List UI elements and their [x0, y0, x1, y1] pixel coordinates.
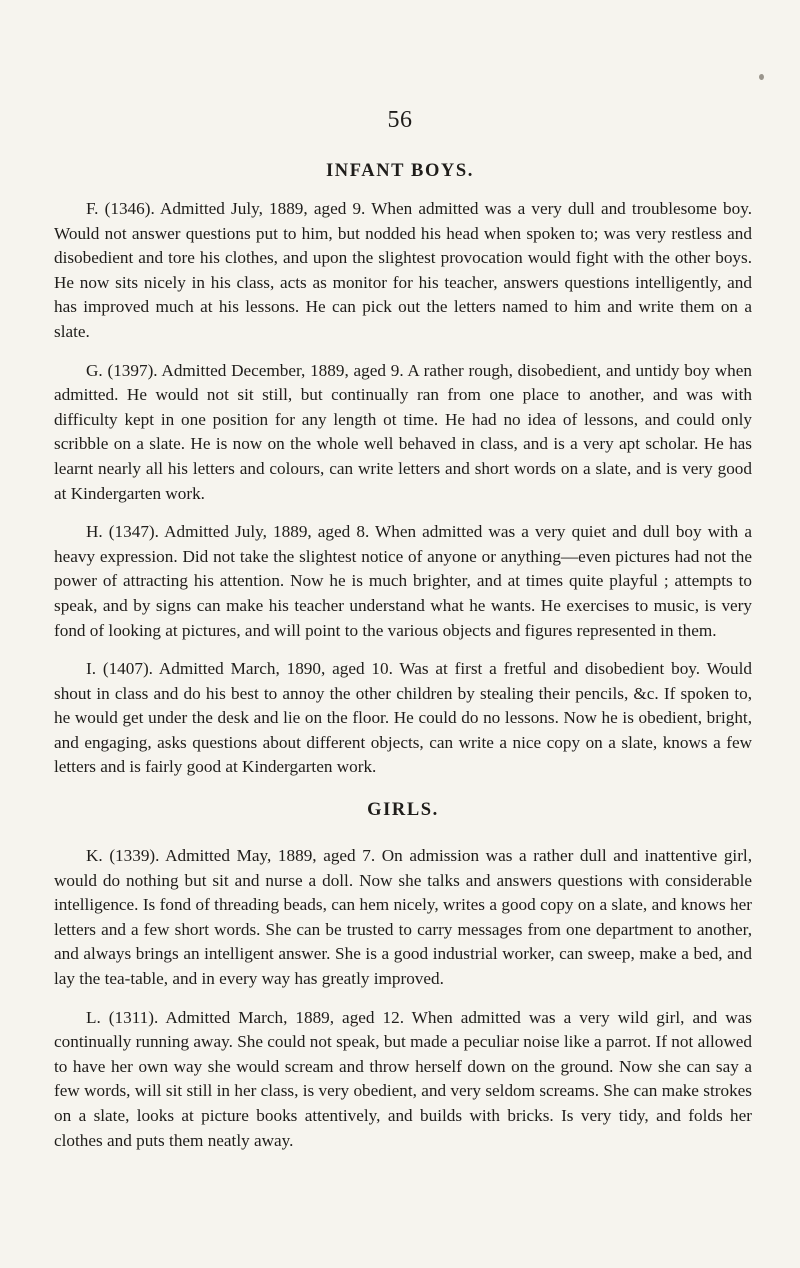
page-number: 56	[387, 107, 413, 133]
case-paragraph-g: G. (1397). Admitted December, 1889, aged 9. A rather rough, disobedient, and untidy boy when admitted. He would not sit still, but continually ran from one place to another, and was with difficulty kept in one position for any length ot time. He had no idea of lessons, and could only scribble on a slate. He is now on the whole well behaved in class, and is a very apt scholar. He has learnt nearly all his letters and colours, can write letters and short words on a slate, and is very good at Kindergarten work.	[54, 360, 752, 503]
page-body	[54, 197, 752, 1167]
section-heading-girls: GIRLS.	[367, 800, 439, 821]
ink-speck	[759, 74, 764, 80]
case-paragraph-i: I. (1407). Admitted March, 1890, aged 10. Was at first a fretful and disobedient boy. Would shout in class and do his best to annoy the other children by stealing their pencils, &c. If spoken to, he would get under the desk and lie on the floor. He could do no lessons. Now he is obedient, bright, and engaging, asks questions about different objects, can write a nice copy on a slate, knows a few letters and is fairly good at Kindergarten work.	[54, 659, 752, 777]
case-paragraph-l: L. (1311). Admitted March, 1889, aged 12. When admitted was a very wild girl, and was continually running away. She could not speak, but made a peculiar noise like a parrot. If not allowed to have her own way she would scream and throw herself down on the ground. Now she can say a few words, will sit still in her class, is very obedient, and very seldom screams. She can make strokes on a slate, looks at picture books attentively, and builds with bricks. Is very tidy, and folds her clothes and puts them neatly away.	[54, 1007, 752, 1150]
case-paragraph-k: K. (1339). Admitted May, 1889, aged 7. On admission was a rather dull and inattentive girl, would do nothing but sit and nurse a doll. Now she talks and answers questions with considerable intelligence. Is fond of threading beads, can hem nicely, writes a good copy on a slate, and knows her letters and a few short words. She can be trusted to carry messages from one department to another, and always brings an intelligent answer. She is a good industrial worker, can sweep, make a bed, and lay the tea-table, and in every way has greatly improved.	[54, 846, 752, 989]
case-paragraph-h: H. (1347). Admitted July, 1889, aged 8. When admitted was a very quiet and dull boy with a heavy expression. Did not take the slightest notice of anyone or anything—even pictures had not the power of attracting his attention. Now he is much brighter, and at times quite playful ; attempts to speak, and by signs can make his teacher understand what he wants. He exercises to music, is very fond of looking at pictures, and will point to the various objects and figures represented in them.	[54, 522, 752, 640]
case-paragraph-f: F. (1346). Admitted July, 1889, aged 9. When admitted was a very dull and troublesome boy. Would not answer questions put to him, but nodded his head when spoken to; was very restless and disobedient and tore his clothes, and upon the slightest provocation would fight with the other boys. He now sits nicely in his class, acts as monitor for his teacher, answers questions intelligently, and has improved much at his lessons. He can pick out the letters named to him and write them on a slate.	[54, 199, 752, 341]
section-heading-infant-boys: INFANT BOYS.	[325, 161, 475, 181]
